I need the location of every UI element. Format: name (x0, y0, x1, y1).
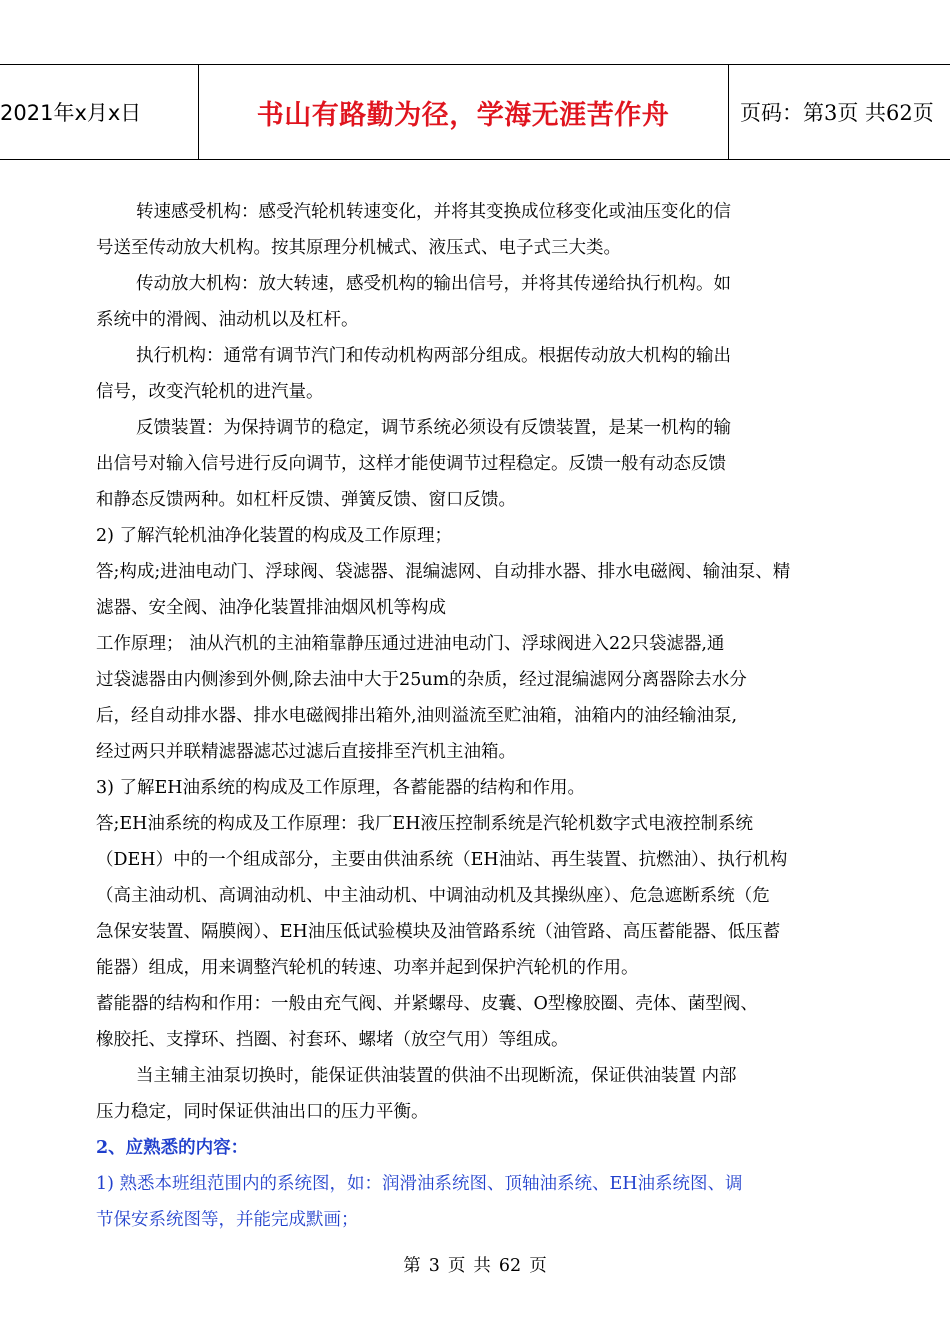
paragraph-line: 传动放大机构：放大转速，感受机构的输出信号，并将其传递给执行机构。如 (136, 274, 731, 294)
paragraph-line: 执行机构：通常有调节汽门和传动机构两部分组成。根据传动放大机构的输出 (136, 346, 731, 366)
paragraph-line: 系统中的滑阀、油动机以及杠杆。 (96, 310, 359, 330)
paragraph-line: 2) 了解汽轮机油净化装置的构成及工作原理； (96, 526, 453, 546)
paragraph-line: 答;构成;进油电动门、浮球阀、袋滤器、混编滤网、自动排水器、排水电磁阀、输油泵、精 (96, 562, 791, 582)
footer-current-page: 3 (428, 1256, 440, 1276)
header-date: 2021年x月x日 (0, 101, 142, 125)
paragraph-line: 后，经自动排水器、排水电磁阀排出箱外,油则溢流至贮油箱，油箱内的油经输油泵, (96, 706, 738, 726)
footer-page-unit: 页 (447, 1256, 466, 1276)
paragraph-line: 转速感受机构：感受汽轮机转速变化，并将其变换成位移变化或油压变化的信 (136, 202, 731, 222)
paragraph-line: 当主辅主油泵切换时，能保证供油装置的供油不出现断流，保证供油装置 内部 (136, 1066, 737, 1086)
paragraph-line: 节保安系统图等，并能完成默画； (96, 1210, 359, 1230)
paragraph-line: 过袋滤器由内侧渗到外侧,除去油中大于25um的杂质，经过混编滤网分离器除去水分 (96, 670, 747, 690)
paragraph-line: 工作原理； 油从汽机的主油箱靠静压通过进油电动门、浮球阀进入22只袋滤器,通 (96, 634, 725, 654)
paragraph-line: 经过两只并联精滤器滤芯过滤后直接排至汽机主油箱。 (96, 742, 516, 762)
paragraph-line: 号送至传动放大机构。按其原理分机械式、液压式、电子式三大类。 (96, 238, 621, 258)
paragraph-line: 急保安装置、隔膜阀）、EH油压低试验模块及油管路系统（油管路、高压蓄能器、低压蓄 (96, 922, 781, 942)
paragraph-line: （高主油动机、高调油动机、中主油动机、中调油动机及其操纵座）、危急遮断系统（危 (96, 886, 770, 906)
paragraph-line: 答;EH油系统的构成及工作原理：我厂EH液压控制系统是汽轮机数字式电液控制系统 (96, 814, 753, 834)
page-header (0, 64, 950, 160)
header-divider (728, 65, 729, 159)
footer-total-pages: 62 (498, 1256, 522, 1276)
footer-total-word: 共 (473, 1256, 491, 1276)
paragraph-line: 能器）组成，用来调整汽轮机的转速、功率并起到保护汽轮机的作用。 (96, 958, 639, 978)
paragraph-line: 橡胶托、支撑环、挡圈、衬套环、螺堵（放空气用）等组成。 (96, 1030, 569, 1050)
paragraph-line: 反馈装置：为保持调节的稳定，调节系统必须设有反馈装置，是某一机构的输 (136, 418, 731, 438)
footer-total-unit: 页 (529, 1256, 547, 1276)
paragraph-line: 出信号对输入信号进行反向调节，这样才能使调节过程稳定。反馈一般有动态反馈 (96, 454, 726, 474)
page-footer (0, 1252, 950, 1277)
paragraph-line: 3) 了解EH油系统的构成及工作原理，各蓄能器的结构和作用。 (96, 778, 586, 798)
paragraph-line: 和静态反馈两种。如杠杆反馈、弹簧反馈、窗口反馈。 (96, 490, 516, 510)
header-divider (198, 65, 199, 159)
footer-page-word: 第 (403, 1256, 421, 1276)
paragraph-line: 蓄能器的结构和作用：一般由充气阀、并紧螺母、皮囊、O型橡胶圈、壳体、菌型阀、 (96, 994, 758, 1014)
paragraph-line: 信号，改变汽轮机的进汽量。 (96, 382, 324, 402)
paragraph-line: 2、应熟悉的内容： (96, 1138, 249, 1158)
paragraph-line: 1) 熟悉本班组范围内的系统图，如：润滑油系统图、顶轴油系统、EH油系统图、调 (96, 1174, 743, 1194)
document-body (96, 194, 908, 1238)
paragraph-line: 滤器、安全阀、油净化装置排油烟风机等构成 (96, 598, 446, 618)
paragraph-line: 压力稳定，同时保证供油出口的压力平衡。 (96, 1102, 429, 1122)
paragraph-line: （DEH）中的一个组成部分，主要由供油系统（EH油站、再生装置、抗燃油）、执行机构 (96, 850, 788, 870)
header-page-label: 页码：第3页 共62页 (740, 101, 934, 125)
header-motto: 书山有路勤为径，学海无涯苦作舟 (256, 99, 670, 131)
